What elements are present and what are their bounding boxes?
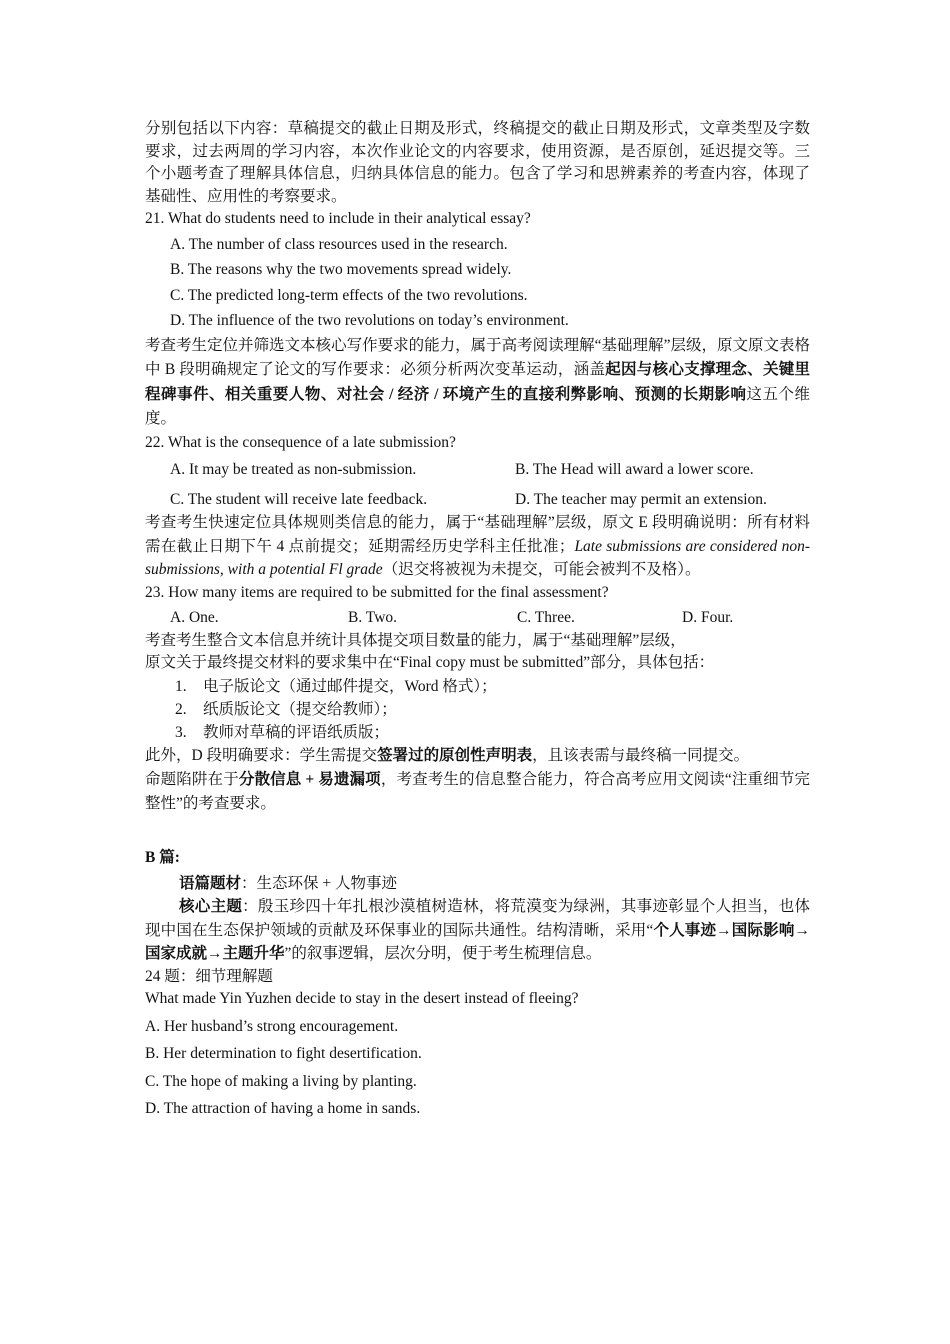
intro-paragraph: 分别包括以下内容：草稿提交的截止日期及形式，终稿提交的截止日期及形式，文章类型及字数要求，过去两周的学习内容，本次作业论文的内容要求，使用资源，是否原创，延迟提交等。三个小题考查了理解具体信息，归纳具体信息的能力。包含了学习和思辨素养的考查内容，体现了基础性、应用性的考察要求。	[145, 120, 810, 205]
q23-option-b: B. Two.	[348, 609, 398, 626]
theme-label: 核心主题	[179, 898, 243, 915]
q21-analysis	[145, 334, 810, 432]
q24-label: 24 题：细节理解题	[145, 967, 273, 985]
q22-option-c: C. The student will receive late feedback.	[170, 490, 428, 508]
q21-analysis-bold: 起因与核心支撑理念、关键里程碑事件、相关重要人物、对社会 / 经济 / 环境产生的直接利弊影响、预测的长期影响	[145, 361, 810, 403]
q23-item-3: 3. 教师对草稿的评语纸质版；	[175, 723, 390, 741]
q24-option-a: A. Her husband’s strong encouragement.	[145, 1017, 399, 1035]
topic-label: 语篇题材	[179, 874, 242, 892]
q21-question: 21. What do students need to include in their analytical essay?	[145, 210, 531, 227]
q22-option-b: B. The Head will award a lower score.	[515, 461, 754, 478]
q23-trap-bold: 分散信息 + 易遗漏项	[238, 771, 381, 788]
q23-analysis-line-1: 考查考生整合文本信息并统计具体提交项目数量的能力，属于“基础理解”层级，	[145, 631, 686, 649]
passage-b-theme: 核心主题：殷玉珍四十年扎根沙漠植树造林，将荒漠变为绿洲，其事迹彰显个人担当，也体现中国在生态保护领域的贡献及环保事业的国际共通性。结构清晰，采用“个人事迹→国际影响→ 国家成就→主题升华”的叙事逻辑，层次分明，便于考生梳理信息。	[145, 898, 810, 962]
q23-item-1: 1. 电子版论文（通过邮件提交，Word 格式）；	[175, 677, 497, 695]
q22-analysis-italic: Late submissions are considered non-submissions, with a potential Fl grade	[145, 537, 810, 578]
q22-option-d: D. The teacher may permit an extension.	[515, 490, 767, 508]
q22-options-row-1	[145, 459, 810, 482]
q23-extra: 此外，D 段明确要求：学生需提交签署过的原创性声明表，且该表需与最终稿一同提交。	[145, 746, 750, 764]
q23-item-2: 2. 纸质版论文（提交给教师）；	[175, 700, 397, 718]
q21-option-a: A. The number of class resources used in the research.	[170, 235, 508, 253]
q23-option-c: C. Three.	[517, 609, 575, 626]
q21-analysis-pre: 考查考生定位并筛选文本核心写作要求的能力，属于高考阅读理解“基础理解”层级，原文原文表格中 B 段明确规定了论文的写作要求：必须分析两次变革运动，涵盖	[145, 336, 810, 378]
q24-option-b: B. Her determination to fight desertification.	[145, 1045, 422, 1062]
q23-analysis-line-2: 原文关于最终提交材料的要求集中在“Final copy must be submitted”部分，具体包括：	[145, 654, 715, 671]
q21-option-b: B. The reasons why the two movements spread widely.	[170, 261, 512, 278]
q23-question: 23. How many items are required to be submitted for the final assessment?	[145, 583, 609, 601]
q21-option-c: C. The predicted long-term effects of the two revolutions.	[170, 286, 528, 304]
q22-options-row-2	[145, 489, 810, 512]
q22-option-a: A. It may be treated as non-submission.	[170, 461, 417, 478]
q23-extra-bold: 签署过的原创性声明表	[377, 746, 533, 764]
q22-analysis-pre: 考查考生快速定位具体规则类信息的能力，属于“基础理解”层级，原文 E 段明确说明：所有材料需在截止日期下午 4 点前提交；延期需经历史学科主任批准；	[145, 514, 810, 555]
passage-b-topic: 语篇题材：生态环保 + 人物事迹	[179, 874, 398, 892]
q24-question: What made Yin Yuzhen decide to stay in the desert instead of fleeing?	[145, 990, 579, 1007]
section-spacer	[145, 815, 810, 841]
passage-b-heading: B 篇:	[145, 849, 180, 866]
q21-option-d: D. The influence of the two revolutions on today’s environment.	[170, 312, 569, 329]
q21-analysis-post: 这五个维度。	[145, 385, 810, 427]
q23-option-d: D. Four.	[682, 609, 734, 626]
q22-analysis-post: （迟交将被视为未提交，可能会被判不及格）。	[382, 561, 701, 578]
q24-option-c: C. The hope of making a living by planting.	[145, 1072, 417, 1090]
theme-bold: 个人事迹→国际影响→ 国家成就→主题升华	[145, 921, 810, 962]
q23-trap: 命题陷阱在于分散信息 + 易遗漏项，考查考生的信息整合能力，符合高考应用文阅读“注重细节完整性”的考查要求。	[145, 771, 810, 812]
q22-analysis	[145, 511, 810, 582]
q23-option-a: A. One.	[170, 609, 219, 626]
q23-options-row	[145, 607, 810, 630]
q22-question: 22. What is the consequence of a late submission?	[145, 433, 456, 451]
document-page	[145, 118, 810, 1121]
q24-option-d: D. The attraction of having a home in sands.	[145, 1100, 421, 1117]
